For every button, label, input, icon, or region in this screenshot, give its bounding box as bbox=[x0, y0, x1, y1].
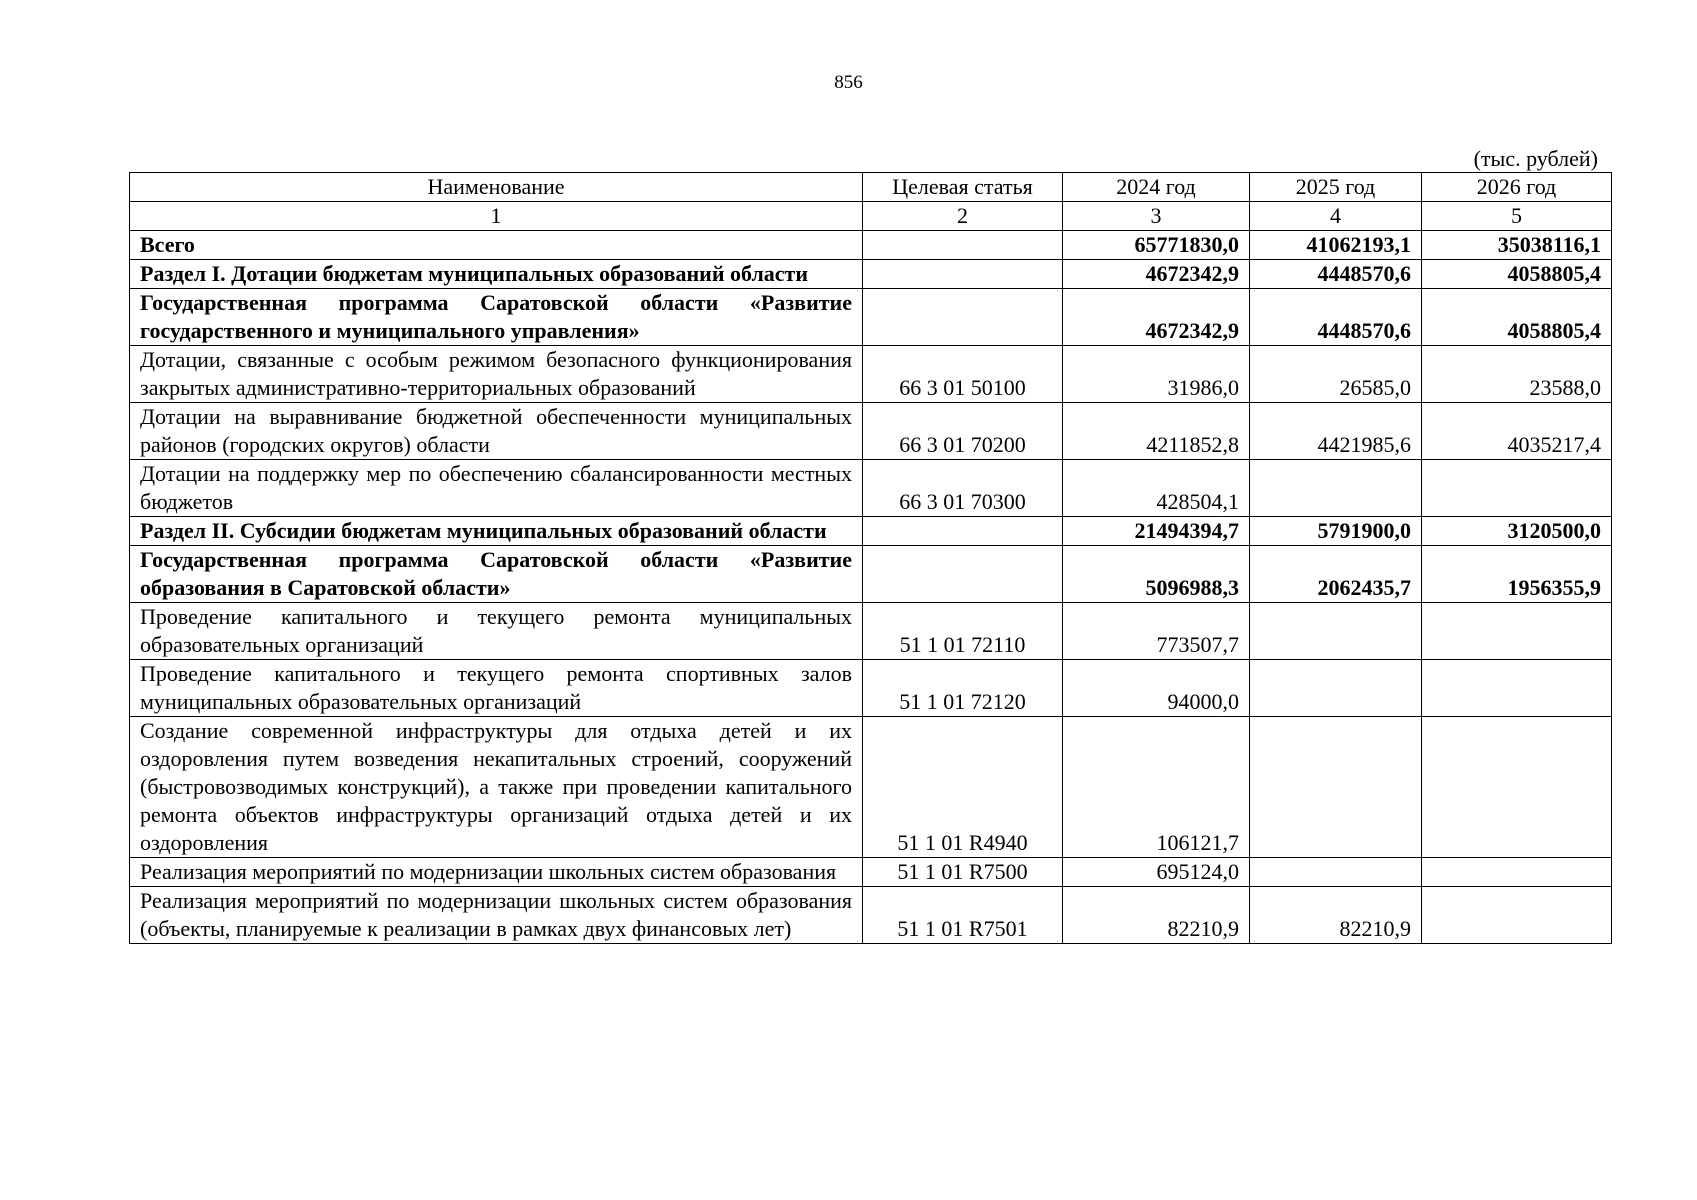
column-number: 2 bbox=[863, 202, 1063, 231]
table-row bbox=[130, 460, 1612, 517]
row-target-code: 66 3 01 50100 bbox=[863, 346, 1063, 403]
row-value-2026: 35038116,1 bbox=[1422, 231, 1612, 260]
row-target-code: 66 3 01 70300 bbox=[863, 460, 1063, 517]
row-value-2024: 4672342,9 bbox=[1063, 260, 1250, 289]
row-value-2026: 4035217,4 bbox=[1422, 403, 1612, 460]
row-name: Дотации на выравнивание бюджетной обеспеченности муниципальных районов (городских округов) области bbox=[130, 403, 863, 460]
row-value-2026: 4058805,4 bbox=[1422, 289, 1612, 346]
row-value-2025: 4448570,6 bbox=[1250, 260, 1422, 289]
row-name: Раздел II. Субсидии бюджетам муниципальных образований области bbox=[130, 517, 863, 546]
row-value-2024: 21494394,7 bbox=[1063, 517, 1250, 546]
row-value-2026: 4058805,4 bbox=[1422, 260, 1612, 289]
budget-table bbox=[129, 172, 1612, 944]
row-value-2026: 3120500,0 bbox=[1422, 517, 1612, 546]
table-row bbox=[130, 289, 1612, 346]
row-value-2025: 82210,9 bbox=[1250, 887, 1422, 944]
row-value-2026: 23588,0 bbox=[1422, 346, 1612, 403]
row-name: Дотации, связанные с особым режимом безопасного функционирования закрытых административно-территориальных образований bbox=[130, 346, 863, 403]
table-row bbox=[130, 346, 1612, 403]
row-value-2025 bbox=[1250, 660, 1422, 717]
table-row bbox=[130, 546, 1612, 603]
row-value-2025 bbox=[1250, 717, 1422, 858]
table-row bbox=[130, 231, 1612, 260]
row-name: Реализация мероприятий по модернизации школьных систем образования (объекты, планируемые к реализации в рамках двух финансовых лет) bbox=[130, 887, 863, 944]
row-target-code: 51 1 01 R7501 bbox=[863, 887, 1063, 944]
row-name: Раздел I. Дотации бюджетам муниципальных образований области bbox=[130, 260, 863, 289]
row-name: Дотации на поддержку мер по обеспечению сбалансированности местных бюджетов bbox=[130, 460, 863, 517]
row-target-code bbox=[863, 517, 1063, 546]
row-name: Всего bbox=[130, 231, 863, 260]
row-value-2024: 428504,1 bbox=[1063, 460, 1250, 517]
row-value-2024: 106121,7 bbox=[1063, 717, 1250, 858]
column-number: 4 bbox=[1250, 202, 1422, 231]
row-value-2025: 41062193,1 bbox=[1250, 231, 1422, 260]
row-name: Реализация мероприятий по модернизации школьных систем образования bbox=[130, 858, 863, 887]
row-value-2025 bbox=[1250, 603, 1422, 660]
table-row bbox=[130, 517, 1612, 546]
header-name: Наименование bbox=[130, 173, 863, 202]
column-number: 3 bbox=[1063, 202, 1250, 231]
row-value-2026 bbox=[1422, 460, 1612, 517]
row-target-code: 51 1 01 72120 bbox=[863, 660, 1063, 717]
row-target-code bbox=[863, 260, 1063, 289]
table-row bbox=[130, 260, 1612, 289]
row-value-2024: 65771830,0 bbox=[1063, 231, 1250, 260]
table-row bbox=[130, 603, 1612, 660]
header-2026: 2026 год bbox=[1422, 173, 1612, 202]
row-value-2024: 773507,7 bbox=[1063, 603, 1250, 660]
row-value-2025 bbox=[1250, 460, 1422, 517]
units-note: (тыс. рублей) bbox=[1473, 146, 1598, 171]
row-value-2024: 31986,0 bbox=[1063, 346, 1250, 403]
row-target-code: 66 3 01 70200 bbox=[863, 403, 1063, 460]
row-value-2025: 4448570,6 bbox=[1250, 289, 1422, 346]
row-value-2026 bbox=[1422, 660, 1612, 717]
table-row bbox=[130, 858, 1612, 887]
row-target-code bbox=[863, 546, 1063, 603]
row-name: Государственная программа Саратовской области «Развитие государственного и муниципального управления» bbox=[130, 289, 863, 346]
row-value-2025: 4421985,6 bbox=[1250, 403, 1422, 460]
row-value-2024: 5096988,3 bbox=[1063, 546, 1250, 603]
row-value-2026 bbox=[1422, 603, 1612, 660]
row-name: Проведение капитального и текущего ремонта спортивных залов муниципальных образовательных организаций bbox=[130, 660, 863, 717]
row-value-2024: 4211852,8 bbox=[1063, 403, 1250, 460]
row-value-2025: 5791900,0 bbox=[1250, 517, 1422, 546]
header-2025: 2025 год bbox=[1250, 173, 1422, 202]
row-value-2024: 82210,9 bbox=[1063, 887, 1250, 944]
row-value-2025: 2062435,7 bbox=[1250, 546, 1422, 603]
column-number: 1 bbox=[130, 202, 863, 231]
row-target-code bbox=[863, 289, 1063, 346]
table-row bbox=[130, 660, 1612, 717]
table-row bbox=[130, 403, 1612, 460]
row-value-2026 bbox=[1422, 717, 1612, 858]
column-number: 5 bbox=[1422, 202, 1612, 231]
table-row bbox=[130, 887, 1612, 944]
row-name: Создание современной инфраструктуры для отдыха детей и их оздоровления путем возведения некапитальных строений, сооружений (быстровозводимых конструкций), а также при проведении капитального ремонта объектов инфраструктуры организаций отдыха детей и их оздоровления bbox=[130, 717, 863, 858]
page-number: 856 bbox=[834, 72, 863, 93]
row-value-2024: 695124,0 bbox=[1063, 858, 1250, 887]
row-target-code: 51 1 01 72110 bbox=[863, 603, 1063, 660]
column-number-row bbox=[130, 202, 1612, 231]
row-target-code: 51 1 01 R4940 bbox=[863, 717, 1063, 858]
table-header-row bbox=[130, 173, 1612, 202]
row-target-code bbox=[863, 231, 1063, 260]
row-value-2026 bbox=[1422, 887, 1612, 944]
row-value-2024: 94000,0 bbox=[1063, 660, 1250, 717]
row-name: Проведение капитального и текущего ремонта муниципальных образовательных организаций bbox=[130, 603, 863, 660]
row-value-2024: 4672342,9 bbox=[1063, 289, 1250, 346]
header-2024: 2024 год bbox=[1063, 173, 1250, 202]
header-code: Целевая статья bbox=[863, 173, 1063, 202]
row-value-2025: 26585,0 bbox=[1250, 346, 1422, 403]
row-value-2026 bbox=[1422, 858, 1612, 887]
row-value-2026: 1956355,9 bbox=[1422, 546, 1612, 603]
table-row bbox=[130, 717, 1612, 858]
row-value-2025 bbox=[1250, 858, 1422, 887]
row-target-code: 51 1 01 R7500 bbox=[863, 858, 1063, 887]
row-name: Государственная программа Саратовской области «Развитие образования в Саратовской области» bbox=[130, 546, 863, 603]
